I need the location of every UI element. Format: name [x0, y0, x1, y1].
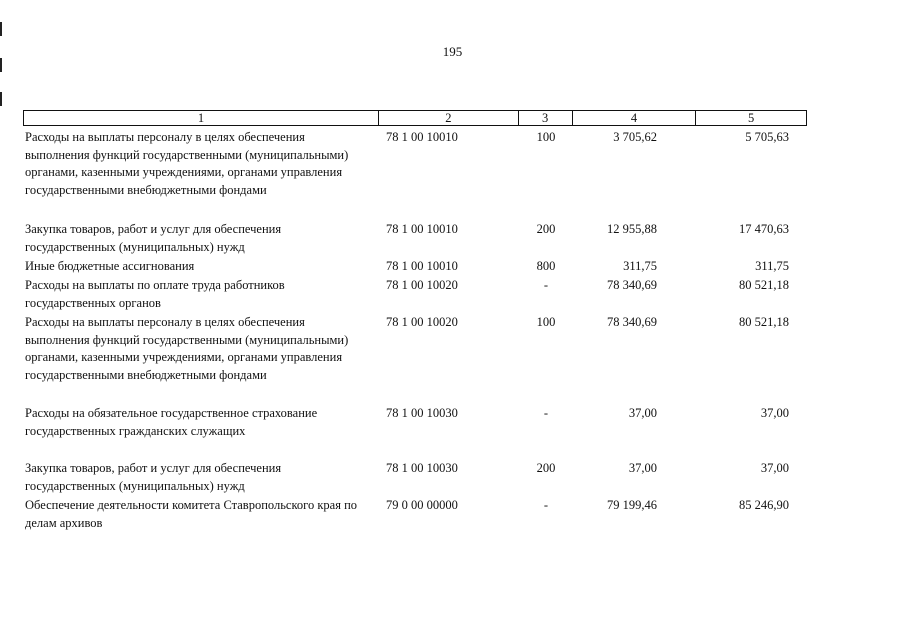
row-type: -: [543, 498, 549, 512]
row-name: Расходы на выплаты персоналу в целях обеспечения выполнения функций государственными (муниципальными) органами, казенными учреждениями, органами управления государственными внебюджетными фондами: [25, 315, 349, 382]
row-type: 800: [536, 259, 556, 273]
column-header-3: 3: [519, 111, 573, 125]
row-code: 78 1 00 10030: [386, 461, 458, 475]
scan-edge-mark: [0, 22, 2, 36]
row-value-4: 37,00: [628, 406, 657, 420]
row-type: -: [543, 278, 549, 292]
row-type: 200: [536, 461, 556, 475]
row-value-4: 12 955,88: [607, 222, 657, 236]
table-header: [23, 110, 807, 126]
row-value-4: 78 340,69: [607, 315, 657, 329]
page-number: 195: [442, 44, 463, 59]
row-value-5: 17 470,63: [739, 222, 789, 236]
row-name: Расходы на обязательное государственное страхование государственных гражданских служащих: [25, 406, 318, 438]
row-code: 79 0 00 00000: [386, 498, 458, 512]
row-value-4: 311,75: [623, 259, 657, 273]
row-name: Закупка товаров, работ и услуг для обеспечения государственных (муниципальных) нужд: [25, 222, 282, 254]
row-code: 78 1 00 10010: [386, 259, 458, 273]
row-value-5: 311,75: [755, 259, 789, 273]
row-value-4: 37,00: [628, 461, 657, 475]
row-type: -: [543, 406, 549, 420]
column-header-5: 5: [748, 111, 755, 125]
row-code: 78 1 00 10010: [386, 130, 458, 144]
row-name: Обеспечение деятельности комитета Ставропольского края по делам архивов: [25, 498, 358, 530]
row-value-4: 3 705,62: [613, 130, 657, 144]
row-name: Расходы на выплаты по оплате труда работников государственных органов: [25, 278, 285, 310]
column-header-2: 2: [379, 111, 519, 125]
row-value-5: 37,00: [760, 406, 789, 420]
column-header-1: 1: [24, 111, 379, 125]
row-type: 100: [536, 315, 556, 329]
row-name: Иные бюджетные ассигнования: [25, 259, 195, 273]
row-value-4: 78 340,69: [607, 278, 657, 292]
row-value-5: 5 705,63: [745, 130, 789, 144]
row-code: 78 1 00 10010: [386, 222, 458, 236]
row-type: 100: [536, 130, 556, 144]
scan-edge-mark: [0, 92, 2, 106]
row-value-5: 37,00: [760, 461, 789, 475]
row-value-5: 85 246,90: [739, 498, 789, 512]
row-code: 78 1 00 10020: [386, 315, 458, 329]
row-type: 200: [536, 222, 556, 236]
row-value-5: 80 521,18: [739, 278, 789, 292]
row-code: 78 1 00 10020: [386, 278, 458, 292]
scan-edge-mark: [0, 58, 2, 72]
row-code: 78 1 00 10030: [386, 406, 458, 420]
row-value-5: 80 521,18: [739, 315, 789, 329]
row-name: Закупка товаров, работ и услуг для обеспечения государственных (муниципальных) нужд: [25, 461, 282, 493]
row-name: Расходы на выплаты персоналу в целях обеспечения выполнения функций государственными (муниципальными) органами, казенными учреждениями, органами управления государственными внебюджетными фондами: [25, 130, 349, 197]
row-value-4: 79 199,46: [607, 498, 657, 512]
column-header-4: 4: [573, 111, 697, 125]
